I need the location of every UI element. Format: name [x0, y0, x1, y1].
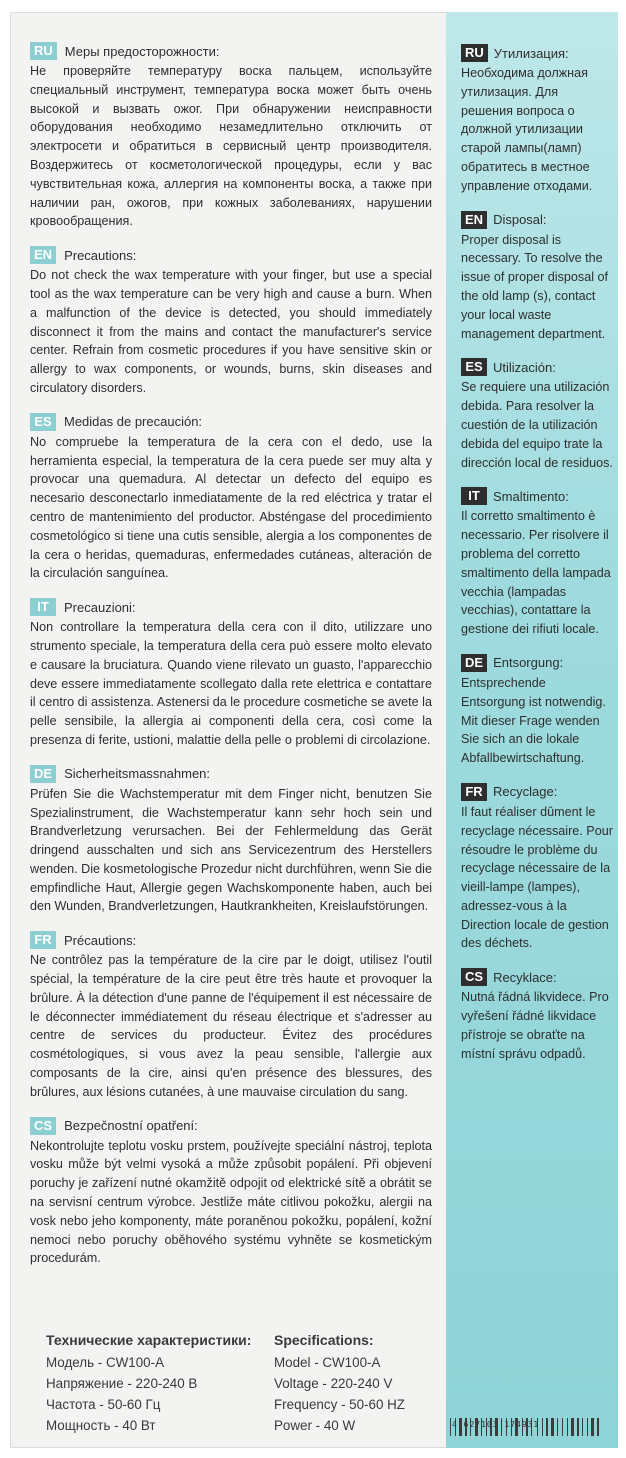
- barcode-bar: [544, 1418, 545, 1436]
- section-body: No compruebe la temperatura de la cera con el dedo, use la herramienta especial, la temperatura de la cera puede ser muy alta y provocar una quemadura. Al detectar un defecto del equipo es necesario desconectarlo inmediatamente de la red eléctrica y tratar el centro de mantenimiento del productor. Absténgase del procedimiento cosmetológico si tiene una cutis sensible, alergia a los componentes de la cera o heridas, quemaduras, enfermedades cutáneas, alteración de la circulación sanguínea.: [30, 434, 432, 581]
- barcode-bar: [571, 1418, 574, 1436]
- section-header: [30, 413, 432, 431]
- barcode-bar: [577, 1418, 579, 1436]
- barcode-bar: [569, 1418, 570, 1436]
- specifications-block: [46, 1330, 446, 1436]
- language-badge: IT: [30, 598, 56, 616]
- language-badge: EN: [461, 211, 487, 229]
- section-header: [461, 211, 613, 229]
- barcode-bar: [549, 1418, 550, 1436]
- section-body: Entsprechende Entsorgung ist notwendig. Mit dieser Frage wenden Sie sich an die lokale Abfallbewirtschaftung.: [461, 675, 606, 766]
- precaution-section-de: [30, 765, 432, 917]
- spec-line: Model - CW100-A: [274, 1355, 381, 1370]
- specs-ru-title: Технические характеристики:: [46, 1332, 252, 1348]
- section-title: Меры предосторожности:: [64, 43, 220, 59]
- language-badge: EN: [30, 246, 56, 264]
- language-badge: FR: [30, 931, 56, 949]
- barcode-bar: [597, 1418, 599, 1436]
- spec-line: Модель - CW100-A: [46, 1355, 165, 1370]
- language-badge: CS: [30, 1117, 56, 1135]
- section-title: Recyklace:: [493, 969, 557, 985]
- section-title: Smaltimento:: [493, 488, 569, 504]
- section-body: Il corretto smaltimento è necessario. Per risolvere il problema del corretto smaltimento della lampada vecchia (lampadas vecchias), contattare la gestione dei rifiuti locale.: [461, 509, 611, 637]
- section-body: Nekontrolujte teplotu vosku prstem, používejte speciální nástroj, teplota vosku může být velmi vysoká a může způsobit popálení. Při objevení poruchy je zařízení nutné okamžitě odpojit od elektrické sítě a obrátit se na servisní centrum výrobce. Jestliže máte citlivou pokožku, alergii na vosk nebo jeho komponenty, máte poraněnou pokožku, popálení, kožní nemoci nebo poruchy oběhového systému vyhněte se kosmetickým procedurám.: [30, 1138, 432, 1266]
- section-body: Не проверяйте температуру воска пальцем, используйте специальный инструмент, температура воска может быть очень высокой и вызвать ожог. При обнаружении неисправности оборудования необходимо незамедлительно отключить от электросети и обратиться в сервисный центр производителя. Воздержитесь от косметологической процедуры, если у вас чувствительная кожа, аллергия на компоненты воска, а также при наличии ран, ожогов, при кожных заболеваниях, нарушении кровообращения.: [30, 64, 432, 229]
- section-body: Ne contrôlez pas la température de la cire par le doigt, utilisez l'outil spécial, la température de la cire peut être très haute et provoquer la brûlure. À la détection d'une panne de l'équipement il est nécessaire de le déconnecter immédiatement du réseau électrique et s'adresser au centre de services du producteur. Évitez des procédures cosmétologiques, si vous avez la peau sensible, l'allergie aux composants de la cire, ainsi qu'en présence des blessures, des brûlures, aux lésions cutanées, à une mauvaise circulation du sang.: [30, 953, 432, 1099]
- language-badge: RU: [30, 42, 57, 60]
- precaution-section-en: [30, 246, 432, 398]
- disposal-section-es: [461, 358, 613, 472]
- section-body: Do not check the wax temperature with your finger, but use a special tool as the wax temperature can be very high and cause a burn. When a malfunction of the device is detected, you should immediately disconnect it from the mains and contact the manufacturer's service center. Refrain from cosmetic procedures if you have sensitive skin or allergy to wax components, or wounds, burns, skin diseases and circulatory disorders.: [30, 268, 432, 395]
- barcode-bar: [546, 1418, 548, 1436]
- section-header: [461, 654, 613, 672]
- disposal-section-it: [461, 487, 613, 639]
- spec-line: Частота - 50-60 Гц: [46, 1397, 161, 1412]
- disposal-section-en: [461, 211, 613, 344]
- section-header: [461, 968, 613, 986]
- disposal-column: [461, 44, 613, 1078]
- spec-line: Power - 40 W: [274, 1418, 356, 1433]
- precaution-section-fr: [30, 931, 432, 1101]
- precaution-section-it: [30, 598, 432, 750]
- barcode-bar: [582, 1418, 583, 1436]
- section-title: Recyclage:: [493, 784, 558, 800]
- disposal-section-cs: [461, 968, 613, 1063]
- barcode-bar: [564, 1418, 566, 1436]
- disposal-section-de: [461, 654, 613, 768]
- section-title: Medidas de precaución:: [64, 414, 203, 430]
- precaution-section-ru: [30, 42, 432, 231]
- precaution-section-cs: [30, 1117, 432, 1269]
- barcode-bar: [557, 1418, 558, 1436]
- disposal-panel-content: [446, 12, 618, 1448]
- barcode-bar: [562, 1418, 563, 1436]
- section-title: Sicherheitsmassnahmen:: [64, 766, 211, 782]
- section-title: Precautions:: [64, 247, 137, 263]
- barcode-bar: [555, 1418, 556, 1436]
- section-title: Disposal:: [493, 212, 547, 228]
- language-badge: IT: [461, 487, 487, 505]
- barcode-bar: [584, 1418, 586, 1436]
- section-header: [30, 765, 432, 783]
- disposal-section-fr: [461, 783, 613, 953]
- barcode-bar: [591, 1418, 594, 1436]
- barcode-bar: [589, 1418, 590, 1436]
- language-badge: FR: [461, 783, 487, 801]
- section-header: [30, 1117, 432, 1135]
- section-title: Утилизация:: [493, 45, 569, 61]
- spec-line: Voltage - 220-240 V: [274, 1376, 393, 1391]
- section-title: Utilización:: [493, 359, 556, 375]
- section-title: Entsorgung:: [493, 655, 564, 671]
- spec-line: Frequency - 50-60 HZ: [274, 1397, 405, 1412]
- precautions-column: [30, 42, 432, 1283]
- section-header: [461, 358, 613, 376]
- section-body: Необходима должная утилизация. Для решения вопроса о должной утилизации старой лампы(ламп) обратитесь в местное управление отходами.: [461, 66, 593, 193]
- section-body: Se requiere una utilización debida. Para resolver la cuestión de la utilización debida del equipo trate la dirección local de residuos.: [461, 380, 613, 470]
- barcode-bar: [450, 1418, 451, 1436]
- disposal-section-ru: [461, 44, 613, 196]
- section-title: Bezpečnostní opatření:: [64, 1118, 198, 1134]
- section-header: [461, 44, 613, 62]
- barcode-bar: [580, 1418, 581, 1436]
- language-badge: ES: [461, 358, 487, 376]
- section-header: [30, 42, 432, 60]
- barcode-bar: [559, 1418, 561, 1436]
- section-header: [461, 783, 613, 801]
- precaution-section-es: [30, 413, 432, 583]
- language-badge: DE: [461, 654, 487, 672]
- section-body: Proper disposal is necessary. To resolve the issue of proper disposal of the old lamp (s), contact your local waste management department.: [461, 232, 609, 341]
- barcode-bar: [587, 1418, 588, 1436]
- section-header: [30, 598, 432, 616]
- barcode-digits: 4 627103 174931: [452, 1420, 540, 1429]
- spec-line: Напряжение - 220-240 В: [46, 1376, 198, 1391]
- section-title: Précautions:: [64, 932, 137, 948]
- language-badge: DE: [30, 765, 56, 783]
- barcode-bar: [567, 1418, 568, 1436]
- section-header: [30, 931, 432, 949]
- barcode-bar: [539, 1418, 541, 1436]
- specs-en-title: Specifications:: [274, 1332, 374, 1348]
- specs-en: [274, 1330, 446, 1436]
- language-badge: ES: [30, 413, 56, 431]
- section-body: Prüfen Sie die Wachstemperatur mit dem Finger nicht, benutzen Sie Spezialinstrument, die Wachstemperatur kann sehr hoch sein und Brandverletzung verursachen. Bei der Fehlermeldung das Gerät dringend ausschalten und sich ans Servicezentrum des Herstellers wenden. Die kosmetologische Prozedur nicht durchführen, wenn Sie die empfindliche Haut, Allergie gegen Wachskomponente haben, auch bei den Wunden, Brandverletzungen, Hautkrankheiten, Kreislaufstörungen.: [30, 786, 432, 914]
- language-badge: RU: [461, 44, 488, 62]
- barcode-bar: [551, 1418, 554, 1436]
- barcode-bar: [575, 1418, 576, 1436]
- language-badge: CS: [461, 968, 487, 986]
- section-header: [461, 487, 613, 505]
- section-body: Nutná řádná likvidece. Pro vyřešení řádné likvidace přístroje se obraťte na místní správu odpadů.: [461, 990, 609, 1061]
- barcode-bar: [600, 1418, 601, 1436]
- section-header: [30, 246, 432, 264]
- spec-line: Мощность - 40 Вт: [46, 1418, 156, 1433]
- section-body: Non controllare la temperatura della cera con il dito, utilizzare uno strumento speciale, la temperatura della cera può essere molto elevato e causare la bruciatura. Quando viene rilevato un guasto, l'apparecchio deve essere immediatamente scollegato dalla rete elettrica e contattare il centro di assistenza. Astenersi da le procedure cosmetiche se avete la pelle sensibile, la allergia ai componenti della cera, così come la presenza di ferite, ustioni, malattie della pelle o problemi di circolazione.: [30, 620, 432, 747]
- section-title: Precauzioni:: [64, 599, 136, 615]
- barcode-bar: [542, 1418, 543, 1436]
- barcode-bar: [595, 1418, 596, 1436]
- specs-ru: [46, 1330, 274, 1436]
- section-body: Il faut réaliser dûment le recyclage nécessaire. Pour résoudre le problème du recyclage nécessaire de la vieill-lampe (lampes), adressez-vous à la Direction locale de gestion des déchets.: [461, 804, 613, 951]
